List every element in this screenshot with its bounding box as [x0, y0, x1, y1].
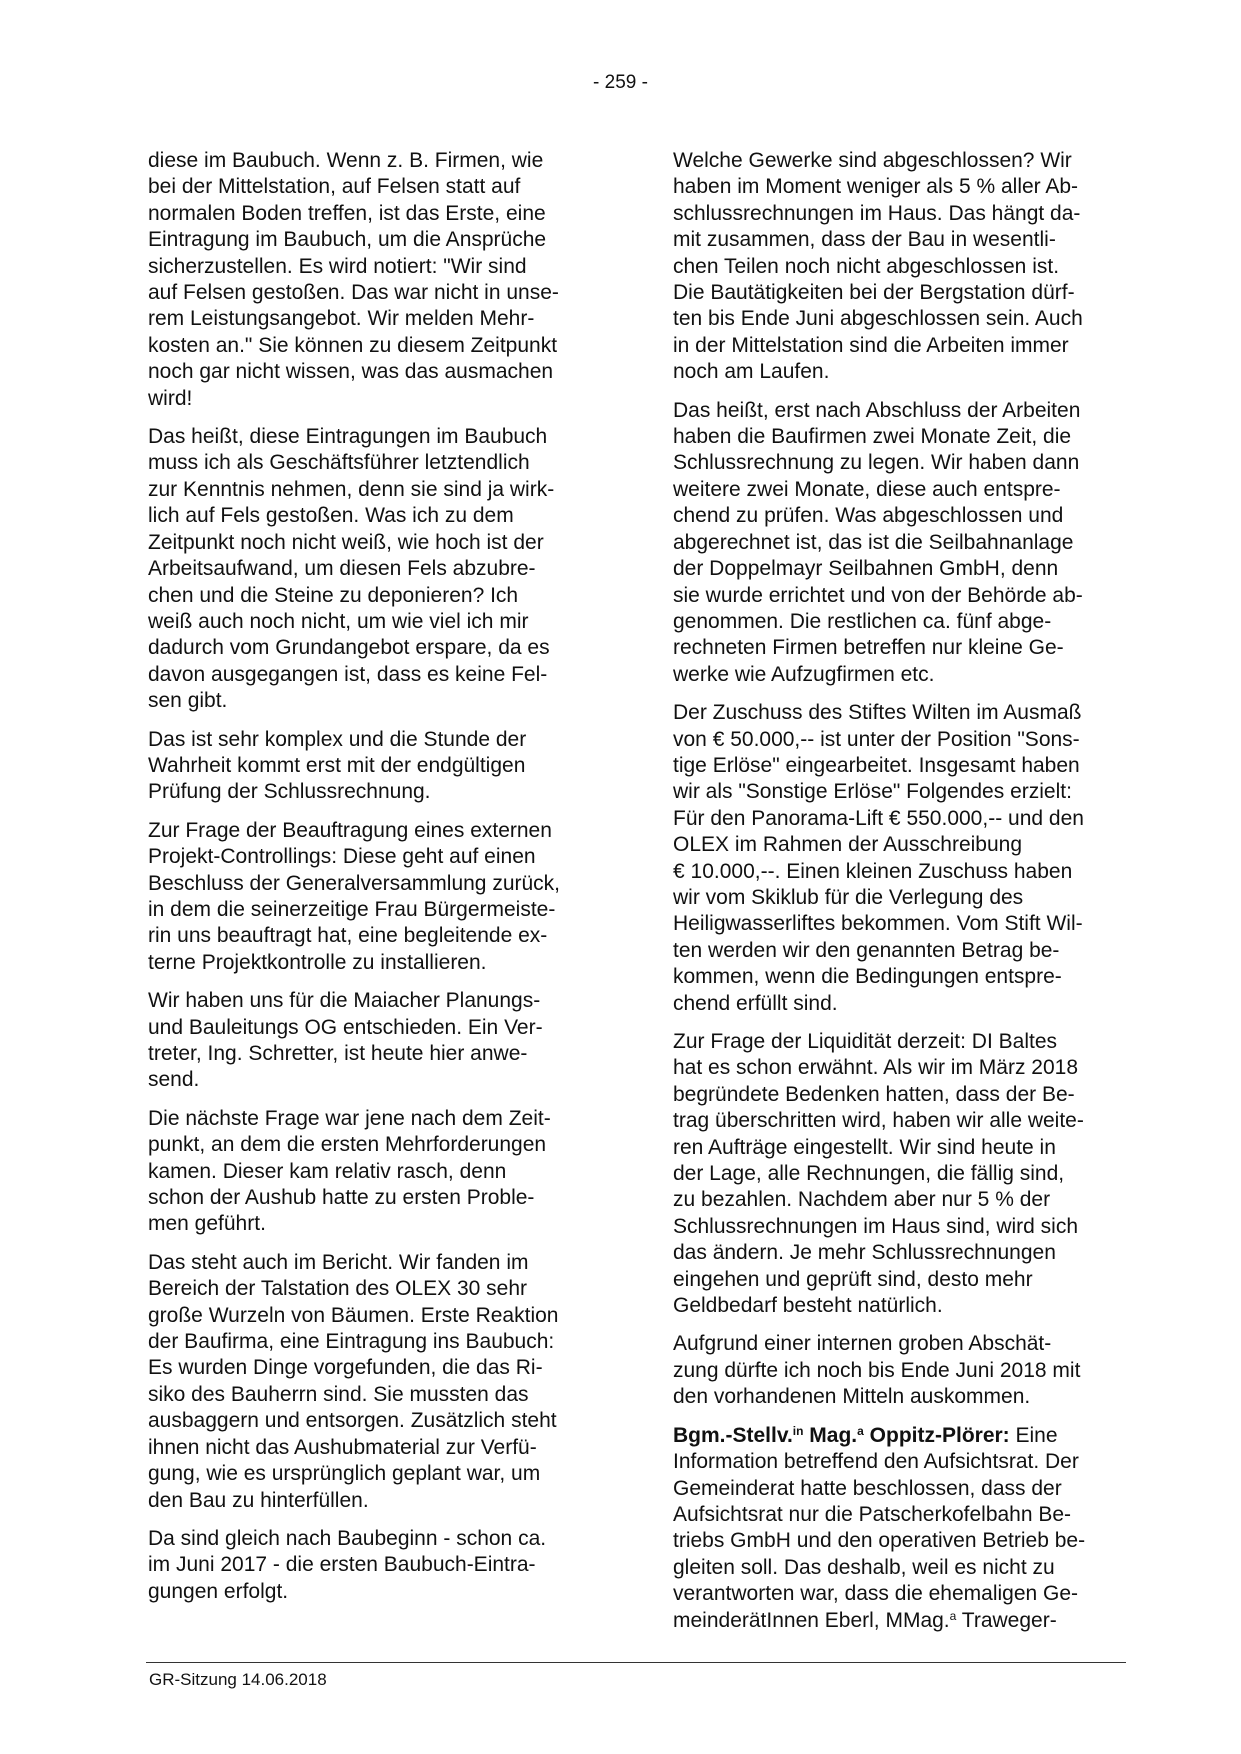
- speaker-degree-part: Mag.: [803, 1423, 858, 1447]
- text-line: Arbeitsaufwand, um diesen Fels abzubre-: [148, 557, 536, 581]
- text-line: ten werden wir den genannten Betrag be-: [673, 938, 1060, 962]
- paragraph: [148, 424, 608, 714]
- text-line: lich auf Fels gestoßen. Was ich zu dem: [148, 504, 514, 528]
- text-line: mit zusammen, dass der Bau in wesentli-: [673, 228, 1056, 252]
- text-line: große Wurzeln von Bäumen. Erste Reaktion: [148, 1303, 559, 1327]
- text-line: send.: [148, 1068, 200, 1092]
- text-line: sie wurde errichtet und von der Behörde ab-: [673, 583, 1083, 607]
- paragraph: [148, 1106, 608, 1238]
- text-line: ren Aufträge eingestellt. Wir sind heute in: [673, 1135, 1056, 1159]
- text-line: Es wurden Dinge vorgefunden, die das Ri-: [148, 1356, 543, 1380]
- speech-superscript: a: [949, 1608, 957, 1623]
- text-line: schlussrechnungen im Haus. Das hängt da-: [673, 201, 1081, 225]
- text-line: noch gar nicht wissen, was das ausmachen: [148, 360, 554, 384]
- text-line: dadurch vom Grundangebot erspare, da es: [148, 636, 550, 660]
- text-line: Information betreffend den Aufsichtsrat. Der: [673, 1450, 1079, 1474]
- text-line: rin uns beauftragt hat, eine begleitende ex-: [148, 924, 548, 948]
- text-line: Das heißt, erst nach Abschluss der Arbeiten: [673, 398, 1081, 422]
- text-line: bei der Mittelstation, auf Felsen statt auf: [148, 175, 521, 199]
- speaker-lines: [673, 1449, 1129, 1607]
- speaker-last-line: [673, 1608, 1129, 1634]
- text-line: tige Erlöse" eingearbeitet. Insgesamt haben: [673, 753, 1080, 777]
- text-line: ausbaggern und entsorgen. Zusätzlich steht: [148, 1409, 557, 1433]
- text-line: Heiligwasserliftes bekommen. Vom Stift Wil-: [673, 912, 1083, 936]
- text-line: den Bau zu hinterfüllen.: [148, 1488, 369, 1512]
- text-line: Projekt-Controllings: Diese geht auf einen: [148, 845, 536, 869]
- text-line: hat es schon erwähnt. Als wir im März 2018: [673, 1056, 1079, 1080]
- paragraph: [673, 1331, 1129, 1410]
- text-line: muss ich als Geschäftsführer letztendlich: [148, 451, 530, 475]
- text-line: Die Bautätigkeiten bei der Bergstation dürf-: [673, 281, 1075, 305]
- text-line: im Juni 2017 - die ersten Baubuch-Eintra-: [148, 1553, 536, 1577]
- text-line: siko des Bauherrn sind. Sie mussten das: [148, 1382, 529, 1406]
- text-line: € 10.000,--. Einen kleinen Zuschuss haben: [673, 859, 1073, 883]
- text-line: kosten an." Sie können zu diesem Zeitpunkt: [148, 333, 558, 357]
- text-line: chen Teilen noch nicht abgeschlossen ist.: [673, 254, 1060, 278]
- speaker-first-line: [673, 1423, 1129, 1449]
- text-line: gleiten soll. Das deshalb, weil es nicht zu: [673, 1555, 1055, 1579]
- paragraph: [148, 1250, 608, 1514]
- text-line: der Baufirma, eine Eintragung ins Baubuch:: [148, 1330, 555, 1354]
- paragraph: [148, 727, 608, 806]
- text-line: Wir haben uns für die Maiacher Planungs-: [148, 989, 541, 1013]
- text-line: terne Projektkontrolle zu installieren.: [148, 950, 487, 974]
- footer-session-date: GR-Sitzung 14.06.2018: [149, 1670, 327, 1689]
- text-line: verantworten war, dass die ehemaligen Ge-: [673, 1582, 1079, 1606]
- text-line: rechneten Firmen betreffen nur kleine Ge-: [673, 636, 1064, 660]
- text-line: Das heißt, diese Eintragungen im Baubuch: [148, 425, 548, 449]
- text-line: chend erfüllt sind.: [673, 991, 838, 1015]
- text-line: das ändern. Je mehr Schlussrechnungen: [673, 1241, 1056, 1265]
- paragraph: [148, 988, 608, 1094]
- speaker-title-part: Bgm.-Stellv.: [673, 1423, 793, 1447]
- text-line: zung dürfte ich noch bis Ende Juni 2018 mit: [673, 1358, 1081, 1382]
- text-line: Zur Frage der Liquidität derzeit: DI Baltes: [673, 1030, 1058, 1053]
- text-line: abgerechnet ist, das ist die Seilbahnanlage: [673, 530, 1074, 554]
- paragraph: [673, 700, 1129, 1017]
- paragraph: [148, 818, 608, 976]
- speech-text: meinderätInnen Eberl, MMag.: [673, 1608, 950, 1632]
- text-line: Geldbedarf besteht natürlich.: [673, 1294, 943, 1318]
- text-line: Das steht auch im Bericht. Wir fanden im: [148, 1250, 529, 1274]
- left-column: [148, 148, 608, 1617]
- text-line: zur Kenntnis nehmen, denn sie sind ja wirk-: [148, 477, 555, 501]
- text-line: Da sind gleich nach Baubeginn - schon ca.: [148, 1526, 547, 1550]
- text-line: zu bezahlen. Nachdem aber nur 5 % der: [673, 1188, 1051, 1212]
- text-line: Wahrheit kommt erst mit der endgültigen: [148, 753, 526, 777]
- text-line: eingehen und geprüft sind, desto mehr: [673, 1267, 1033, 1291]
- text-line: haben im Moment weniger als 5 % aller Ab-: [673, 175, 1079, 199]
- text-line: chend zu prüfen. Was abgeschlossen und: [673, 504, 1064, 528]
- speaker-surname-part: Oppitz-Plörer:: [863, 1423, 1010, 1447]
- text-line: werke wie Aufzugfirmen etc.: [673, 662, 935, 686]
- text-line: schon der Aushub hatte zu ersten Proble-: [148, 1186, 535, 1210]
- text-line: Aufsichtsrat nur die Patscherkofelbahn Be-: [673, 1502, 1072, 1526]
- text-line: triebs GmbH und den operativen Betrieb be-: [673, 1529, 1086, 1553]
- speech-text: Eine: [1009, 1423, 1058, 1447]
- speaker-superscript: a: [857, 1423, 864, 1438]
- speaker-name: [673, 1424, 1010, 1447]
- text-line: der Doppelmayr Seilbahnen GmbH, denn: [673, 557, 1059, 581]
- text-line: gung, wie es ursprünglich geplant war, um: [148, 1462, 541, 1486]
- text-line: kommen, wenn die Bedingungen entspre-: [673, 965, 1062, 989]
- text-line: Eintragung im Baubuch, um die Ansprüche: [148, 228, 547, 252]
- text-line: Die nächste Frage war jene nach dem Zeit-: [148, 1106, 551, 1130]
- speaker-superscript: in: [792, 1423, 804, 1438]
- text-line: ten bis Ende Juni abgeschlossen sein. Auch: [673, 307, 1083, 331]
- text-line: gungen erfolgt.: [148, 1579, 289, 1603]
- text-line: ihnen nicht das Aushubmaterial zur Verfü-: [148, 1435, 537, 1459]
- text-line: weiß auch noch nicht, um wie viel ich mir: [148, 609, 529, 633]
- text-line: in der Mittelstation sind die Arbeiten immer: [673, 333, 1069, 357]
- speaker-paragraph: [673, 1423, 1129, 1634]
- text-line: genommen. Die restlichen ca. fünf abge-: [673, 609, 1052, 633]
- paragraph: [148, 1526, 608, 1605]
- speech-text: Traweger-: [956, 1608, 1057, 1632]
- text-line: OLEX im Rahmen der Ausschreibung: [673, 833, 1023, 857]
- text-line: kamen. Dieser kam relativ rasch, denn: [148, 1159, 507, 1183]
- text-line: Schlussrechnung zu legen. Wir haben dann: [673, 451, 1080, 475]
- text-line: Aufgrund einer internen groben Abschät-: [673, 1332, 1052, 1356]
- text-line: auf Felsen gestoßen. Das war nicht in unse-: [148, 281, 559, 305]
- paragraph: [148, 148, 608, 412]
- text-line: Für den Panorama-Lift € 550.000,-- und den: [673, 806, 1084, 830]
- text-line: in dem die seinerzeitige Frau Bürgermeiste-: [148, 897, 556, 921]
- text-line: diese im Baubuch. Wenn z. B. Firmen, wie: [148, 149, 544, 172]
- text-line: wir als "Sonstige Erlöse" Folgendes erzielt:: [673, 780, 1072, 804]
- text-line: Der Zuschuss des Stiftes Wilten im Ausmaß: [673, 701, 1082, 725]
- right-column-paragraphs: [673, 148, 1129, 1411]
- text-line: den vorhandenen Mitteln auskommen.: [673, 1385, 1031, 1409]
- text-line: Das ist sehr komplex und die Stunde der: [148, 727, 527, 751]
- text-line: und Bauleitungs OG entschieden. Ein Ver-: [148, 1015, 543, 1039]
- text-line: Schlussrechnungen im Haus sind, wird sich: [673, 1214, 1079, 1238]
- text-line: wir vom Skiklub für die Verlegung des: [673, 885, 1024, 909]
- text-line: von € 50.000,-- ist unter der Position "Sons-: [673, 727, 1080, 751]
- text-line: noch am Laufen.: [673, 360, 830, 384]
- text-line: punkt, an dem die ersten Mehrforderungen: [148, 1133, 547, 1157]
- text-line: men geführt.: [148, 1212, 266, 1236]
- text-line: Zur Frage der Beauftragung eines externen: [148, 818, 552, 842]
- text-line: begründete Bedenken hatten, dass der Be-: [673, 1082, 1075, 1106]
- text-line: Gemeinderat hatte beschlossen, dass der: [673, 1476, 1062, 1500]
- text-line: davon ausgegangen ist, dass es keine Fel-: [148, 662, 548, 686]
- right-column: [673, 148, 1129, 1646]
- text-line: Welche Gewerke sind abgeschlossen? Wir: [673, 149, 1072, 172]
- text-line: normalen Boden treffen, ist das Erste, eine: [148, 201, 546, 225]
- text-line: sicherzustellen. Es wird notiert: "Wir sind: [148, 254, 527, 278]
- paragraph: [673, 398, 1129, 688]
- text-line: weitere zwei Monate, diese auch entspre-: [673, 477, 1061, 501]
- text-line: chen und die Steine zu deponieren? Ich: [148, 583, 519, 607]
- text-line: wird!: [148, 386, 193, 410]
- text-line: haben die Baufirmen zwei Monate Zeit, die: [673, 425, 1072, 449]
- footer-divider: [146, 1662, 1126, 1663]
- text-line: Bereich der Talstation des OLEX 30 sehr: [148, 1277, 527, 1301]
- text-line: Beschluss der Generalversammlung zurück,: [148, 871, 561, 895]
- text-line: sen gibt.: [148, 689, 228, 713]
- text-line: Prüfung der Schlussrechnung.: [148, 780, 431, 804]
- text-line: der Lage, alle Rechnungen, die fällig sind,: [673, 1162, 1065, 1186]
- page-number: - 259 -: [593, 72, 648, 93]
- paragraph: [673, 148, 1129, 386]
- text-line: rem Leistungsangebot. Wir melden Mehr-: [148, 307, 535, 331]
- text-line: treter, Ing. Schretter, ist heute hier anwe-: [148, 1042, 528, 1065]
- text-line: trag überschritten wird, haben wir alle weite-: [673, 1109, 1084, 1133]
- text-line: Zeitpunkt noch nicht weiß, wie hoch ist der: [148, 530, 544, 554]
- paragraph: [673, 1029, 1129, 1319]
